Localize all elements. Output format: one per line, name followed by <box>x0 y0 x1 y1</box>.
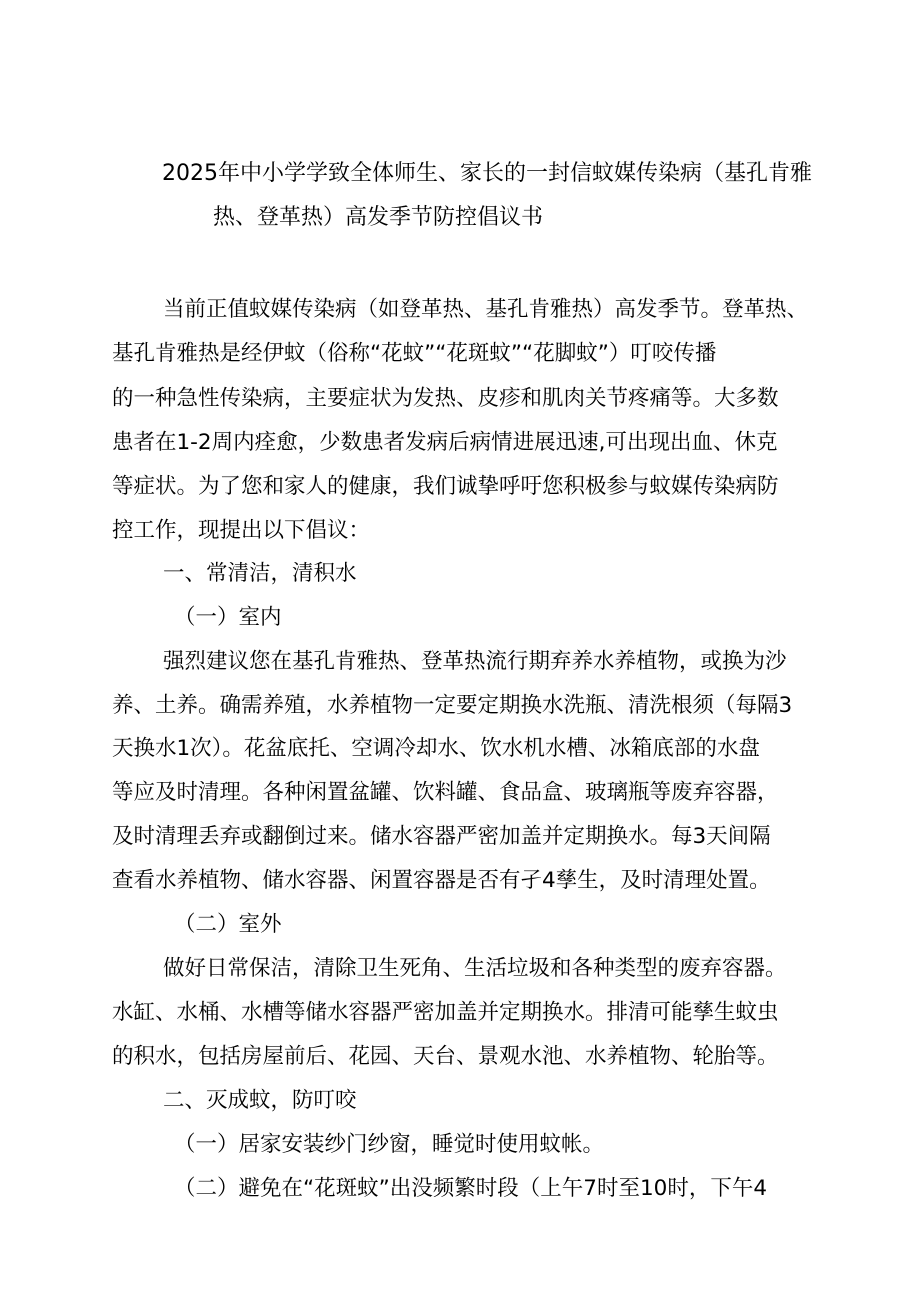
body-line-9: 天换水1次）。花盆底托、空调冷却水、饮水机水槽、冰箱底部的水盘 <box>112 736 760 761</box>
document-title-line-1: 2025年中小学学致全体师生、家长的一封信蚊媒传染病（基孔肯雅 <box>162 161 812 186</box>
section-heading-1: 一、常清洁，清积水 <box>163 561 357 586</box>
body-line-3: 的一种急性传染病，主要症状为发热、皮疹和肌肉关节疼痛等。大多数 <box>112 386 779 411</box>
section-heading-2: 二、灭成蚊，防叮咬 <box>163 1088 357 1113</box>
body-line-5: 等症状。为了您和家人的健康，我们诚挚呼吁您积极参与蚊媒传染病防 <box>112 474 779 499</box>
body-line-11: 及时清理丢弃或翻倒过来。储水容器严密加盖并定期换水。每3天间隔 <box>112 824 771 849</box>
body-line-8: 养、土养。确需养殖，水养植物一定要定期换水洗瓶、清洗根须（每隔3 <box>112 693 793 718</box>
body-line-15: 的积水，包括房屋前后、花园、天台、景观水池、水养植物、轮胎等。 <box>112 1044 779 1069</box>
subsection-heading-outdoor: （二）室外 <box>174 912 282 937</box>
body-line-10: 等应及时清理。各种闲置盆罐、饮料罐、食品盒、玻璃瓶等废弃容器， <box>112 780 779 805</box>
body-line-1: 当前正值蚊媒传染病（如登革热、基孔肯雅热）高发季节。登革热、 <box>163 297 809 322</box>
body-line-12: 查看水养植物、储水容器、闲置容器是否有孑4孳生，及时清理处置。 <box>112 868 771 893</box>
body-line-16: （一）居家安装纱门纱窗，睡觉时使用蚊帐。 <box>174 1132 605 1157</box>
body-line-2: 基孔肯雅热是经伊蚊（俗称“花蚊”“花斑蚊”“花脚蚊”）叮咬传播 <box>112 341 717 366</box>
body-line-13: 做好日常保洁，清除卫生死角、生活垃圾和各种类型的废弃容器。 <box>163 956 787 981</box>
document-title-line-2: 热、登革热）高发季节防控倡议书 <box>213 205 544 230</box>
body-line-7: 强烈建议您在基孔肯雅热、登革热流行期弃养水养植物，或换为沙 <box>163 649 787 674</box>
body-line-14: 水缸、水桶、水槽等储水容器严密加盖并定期换水。排清可能孳生蚊虫 <box>112 1000 779 1025</box>
body-line-17: （二）避免在“花斑蚊”出没频繁时段（上午7时至10时，下午4 <box>174 1176 767 1201</box>
body-line-4: 患者在1-2周内痊愈，少数患者发病后病情进展迅速,可出现出血、休克 <box>112 430 778 455</box>
body-line-6: 控工作，现提出以下倡议： <box>112 518 371 543</box>
subsection-heading-indoor: （一）室内 <box>174 605 282 630</box>
